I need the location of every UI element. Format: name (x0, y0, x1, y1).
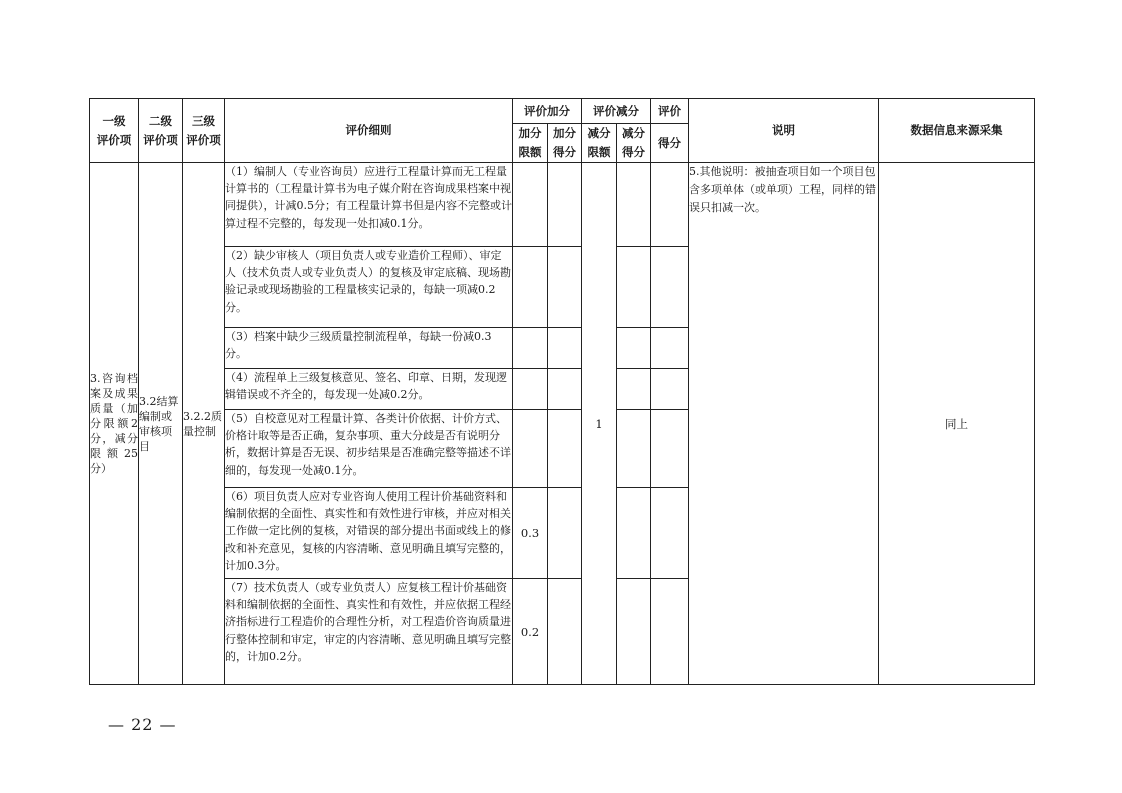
header-level3: 三级 评价项 (183, 99, 225, 163)
add-limit-cell (513, 369, 548, 410)
add-score-cell (548, 579, 582, 685)
sub-score-cell (617, 410, 651, 488)
sub-score-cell (617, 579, 651, 685)
page-number: — 22 — (108, 715, 177, 734)
table-row (90, 163, 1035, 247)
eval-score-cell (651, 369, 689, 410)
header-detail: 评价细则 (225, 99, 513, 163)
detail-item-5: （5）自校意见对工程量计算、各类计价依据、计价方式、价格计取等是否正确，复杂事项、重大分歧是否有说明分析，数据计算是否无误、初步结果是否准确完整等描述不详细的，每发现一处减0.1分。 (225, 410, 513, 488)
detail-item-2: （2）缺少审核人（项目负责人或专业造价工程师）、审定人（技术负责人或专业负责人）的复核及审定底稿、现场勘验记录或现场勘验的工程量核实记录的，每缺一项减0.2分。 (225, 247, 513, 328)
add-limit-cell (513, 410, 548, 488)
add-score-cell (548, 163, 582, 247)
add-limit-cell: 0.3 (513, 488, 548, 579)
header-sub-group: 评价减分 (582, 99, 651, 124)
evaluation-table (89, 98, 1035, 685)
detail-item-3: （3）档案中缺少三级质量控制流程单，每缺一份减0.3分。 (225, 328, 513, 369)
source-cell: 同上 (879, 163, 1035, 685)
level3-cell: 3.2.2质量控制 (183, 163, 225, 685)
header-row-1 (90, 99, 1035, 124)
level2-cell: 3.2结算编制或审核项目 (139, 163, 183, 685)
sub-limit-cell: 1 (582, 163, 617, 685)
detail-item-1: （1）编制人（专业咨询员）应进行工程量计算而无工程量计算书的（工程量计算书为电子媒介附在咨询成果档案中视同提供），计减0.5分；有工程量计算书但是内容不完整或计算过程不完整的，每发现一处扣减0.1分。 (225, 163, 513, 247)
header-eval-score: 得分 (651, 124, 689, 163)
header-add-limit: 加分 限额 (513, 124, 548, 163)
eval-score-cell (651, 163, 689, 247)
eval-score-cell (651, 247, 689, 328)
eval-score-cell (651, 579, 689, 685)
sub-score-cell (617, 488, 651, 579)
sub-score-cell (617, 369, 651, 410)
note-cell: 5.其他说明：被抽查项目如一个项目包含多项单体（或单项）工程，同样的错误只扣减一次。 (689, 163, 879, 685)
header-eval: 评价 (651, 99, 689, 124)
header-level2: 二级 评价项 (139, 99, 183, 163)
header-add-score: 加分 得分 (548, 124, 582, 163)
add-score-cell (548, 410, 582, 488)
add-limit-cell (513, 247, 548, 328)
eval-score-cell (651, 488, 689, 579)
add-score-cell (548, 247, 582, 328)
eval-score-cell (651, 410, 689, 488)
sub-score-cell (617, 247, 651, 328)
detail-item-7: （7）技术负责人（或专业负责人）应复核工程计价基础资料和编制依据的全面性、真实性和有效性，并应依据工程经济指标进行工程造价的合理性分析，对工程造价咨询质量进行整体控制和审定，审定的内容清晰、意见明确且填写完整的，计加0.2分。 (225, 579, 513, 685)
eval-score-cell (651, 328, 689, 369)
add-score-cell (548, 369, 582, 410)
detail-item-4: （4）流程单上三级复核意见、签名、印章、日期，发现逻辑错误或不齐全的，每发现一处减0.2分。 (225, 369, 513, 410)
add-score-cell (548, 328, 582, 369)
sub-score-cell (617, 163, 651, 247)
add-limit-cell (513, 163, 548, 247)
header-sub-score: 减分 得分 (617, 124, 651, 163)
header-add-group: 评价加分 (513, 99, 582, 124)
header-level1: 一级 评价项 (90, 99, 139, 163)
add-limit-cell: 0.2 (513, 579, 548, 685)
sub-score-cell (617, 328, 651, 369)
add-limit-cell (513, 328, 548, 369)
add-score-cell (548, 488, 582, 579)
header-sub-limit: 减分 限额 (582, 124, 617, 163)
header-note: 说明 (689, 99, 879, 163)
detail-item-6: （6）项目负责人应对专业咨询人使用工程计价基础资料和编制依据的全面性、真实性和有效性进行审核，并应对相关工作做一定比例的复核，对错误的部分提出书面或线上的修改和补充意见，复核的内容清晰、意见明确且填写完整的，计加0.3分。 (225, 488, 513, 579)
level1-cell: 3.咨询档案及成果质量（加分限额2分，减分限额25 分） (90, 163, 139, 685)
header-source: 数据信息来源采集 (879, 99, 1035, 163)
